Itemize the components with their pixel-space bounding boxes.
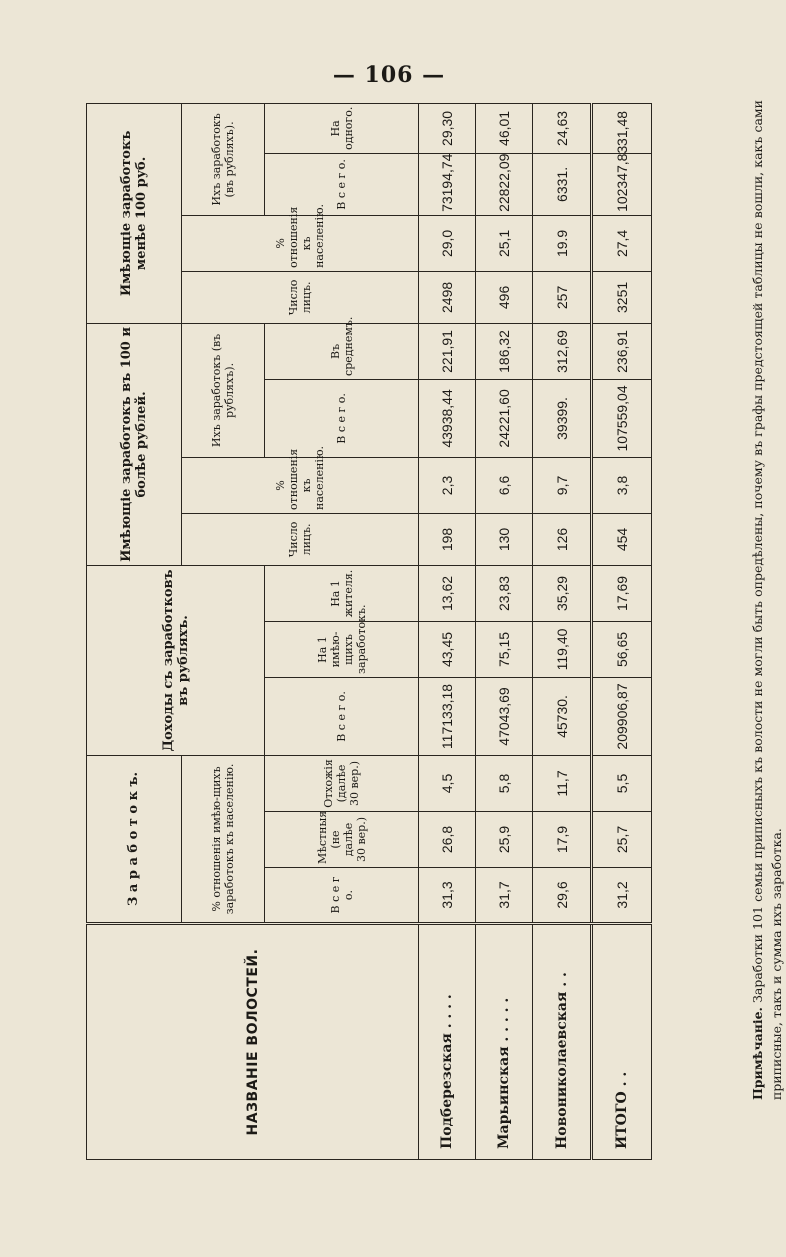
table-cell: 75,15	[476, 621, 533, 677]
total-row	[592, 103, 652, 1159]
table-cell: 25,1	[476, 215, 533, 271]
table-cell: 29,30	[419, 103, 476, 153]
table-cell: 5,8	[476, 755, 533, 811]
total-cell: 17,69	[592, 565, 652, 621]
table-cell: 6331.	[533, 153, 592, 215]
table-row	[476, 103, 533, 1159]
over100-avg-header: Въ среднемъ.	[265, 323, 419, 379]
table-cell: 24221,60	[476, 379, 533, 457]
earnings-remote-header: Отхожія (далѣе 30 вер.)	[265, 755, 419, 811]
footnote	[748, 100, 786, 1100]
table-cell: 19.9	[533, 215, 592, 271]
total-cell: 236,91	[592, 323, 652, 379]
table-cell: 11,7	[533, 755, 592, 811]
under100-pct-header: % отношенія къ населенію.	[181, 215, 419, 271]
total-cell: 102347,83	[592, 153, 652, 215]
over100-count-header: Число лицъ.	[181, 513, 419, 565]
header-row-groups	[87, 103, 182, 1159]
over100-total-header: В с е г о.	[265, 379, 419, 457]
table-cell: 47043,69	[476, 677, 533, 755]
total-cell: 56,65	[592, 621, 652, 677]
table-cell: 31,3	[419, 868, 476, 924]
table-cell: 119,40	[533, 621, 592, 677]
table-cell: 22822,09	[476, 153, 533, 215]
table-cell: 186,32	[476, 323, 533, 379]
table-cell: 23,83	[476, 565, 533, 621]
table-cell: 2,3	[419, 457, 476, 513]
table-cell: 9,7	[533, 457, 592, 513]
table-cell: 257	[533, 271, 592, 323]
table-cell: 130	[476, 513, 533, 565]
table-cell: 35,29	[533, 565, 592, 621]
over100-group-header: Имѣющіе заработокъ въ 100 и болѣе рублей.	[87, 323, 182, 565]
under100-avg-header: На одного.	[265, 103, 419, 153]
earnings-pct-subheader: % отношенія имѣю-щихъ заработокъ къ населенію.	[181, 755, 265, 923]
under100-group-header: Имѣющіе заработокъ менѣе 100 руб.	[87, 103, 182, 323]
under100-sum-subheader: Ихъ заработокъ (въ рубляхъ).	[181, 103, 265, 215]
row-name: Марьинская . . . . .	[476, 924, 533, 1160]
table-cell: 2498	[419, 271, 476, 323]
row-name: Новониколаевская . .	[533, 924, 592, 1160]
table-cell: 29,0	[419, 215, 476, 271]
income-group-header: Доходы съ заработковъ въ рубляхъ.	[87, 565, 265, 755]
table-cell: 25,9	[476, 812, 533, 868]
table-row	[419, 103, 476, 1159]
page-number: — 106 —	[332, 62, 446, 88]
table-cell: 46,01	[476, 103, 533, 153]
table-cell: 43,45	[419, 621, 476, 677]
table-cell: 43938,44	[419, 379, 476, 457]
table-cell: 126	[533, 513, 592, 565]
total-cell: 27,4	[592, 215, 652, 271]
total-cell: 31,2	[592, 868, 652, 924]
rotated-table-block	[86, 106, 652, 1160]
table-cell: 26,8	[419, 812, 476, 868]
table-cell: 31,7	[476, 868, 533, 924]
table-cell: 39399.	[533, 379, 592, 457]
total-cell: 107559,04	[592, 379, 652, 457]
name-column-header: НАЗВАНІЕ ВОЛОСТЕЙ.	[87, 924, 419, 1160]
earnings-group-header: З а р а б о т о к ъ.	[87, 755, 182, 923]
earnings-total-header: В с е г о.	[265, 868, 419, 924]
total-cell: 454	[592, 513, 652, 565]
over100-sum-subheader: Ихъ заработокъ (въ рубляхъ).	[181, 323, 265, 457]
table-cell: 13,62	[419, 565, 476, 621]
under100-count-header: Число лицъ.	[181, 271, 419, 323]
under100-total-header: В с е г о.	[265, 153, 419, 215]
table-cell: 24,63	[533, 103, 592, 153]
total-cell: 3251	[592, 271, 652, 323]
income-per-capita-header: На 1 жителя.	[265, 565, 419, 621]
total-cell: 31,48	[592, 103, 652, 153]
footnote-text: Заработки 101 семьи приписныхъ къ волости не могли быть опредѣлены, почему въ графы предстоящей таблицы не вошли, какъ сами приписные, такъ и сумма ихъ заработка.	[750, 100, 784, 1100]
table-cell: 4,5	[419, 755, 476, 811]
table-cell: 221,91	[419, 323, 476, 379]
table-cell: 312,69	[533, 323, 592, 379]
over100-pct-header: % отношенія къ населенію.	[181, 457, 419, 513]
total-cell: 3,8	[592, 457, 652, 513]
table-cell: 73194,74	[419, 153, 476, 215]
total-cell: 209906,87	[592, 677, 652, 755]
table-cell: 198	[419, 513, 476, 565]
table-cell: 117133,18	[419, 677, 476, 755]
earnings-local-header: Мѣстныя (не далѣе 30 вер.)	[265, 812, 419, 868]
table-cell: 6,6	[476, 457, 533, 513]
total-cell: 25,7	[592, 812, 652, 868]
total-label: ИТОГО . .	[592, 924, 652, 1160]
table-cell: 496	[476, 271, 533, 323]
total-cell: 5,5	[592, 755, 652, 811]
earnings-table	[86, 103, 652, 1160]
row-name: Подберезская . . . .	[419, 924, 476, 1160]
income-total-header: В с е г о.	[265, 677, 419, 755]
table-row	[533, 103, 592, 1159]
income-per-holder-header: На 1 имѣю-щихъ заработокъ.	[265, 621, 419, 677]
footnote-label: Примѣчаніе.	[750, 1007, 765, 1100]
table-cell: 29,6	[533, 868, 592, 924]
table-cell: 45730.	[533, 677, 592, 755]
table-cell: 17,9	[533, 812, 592, 868]
